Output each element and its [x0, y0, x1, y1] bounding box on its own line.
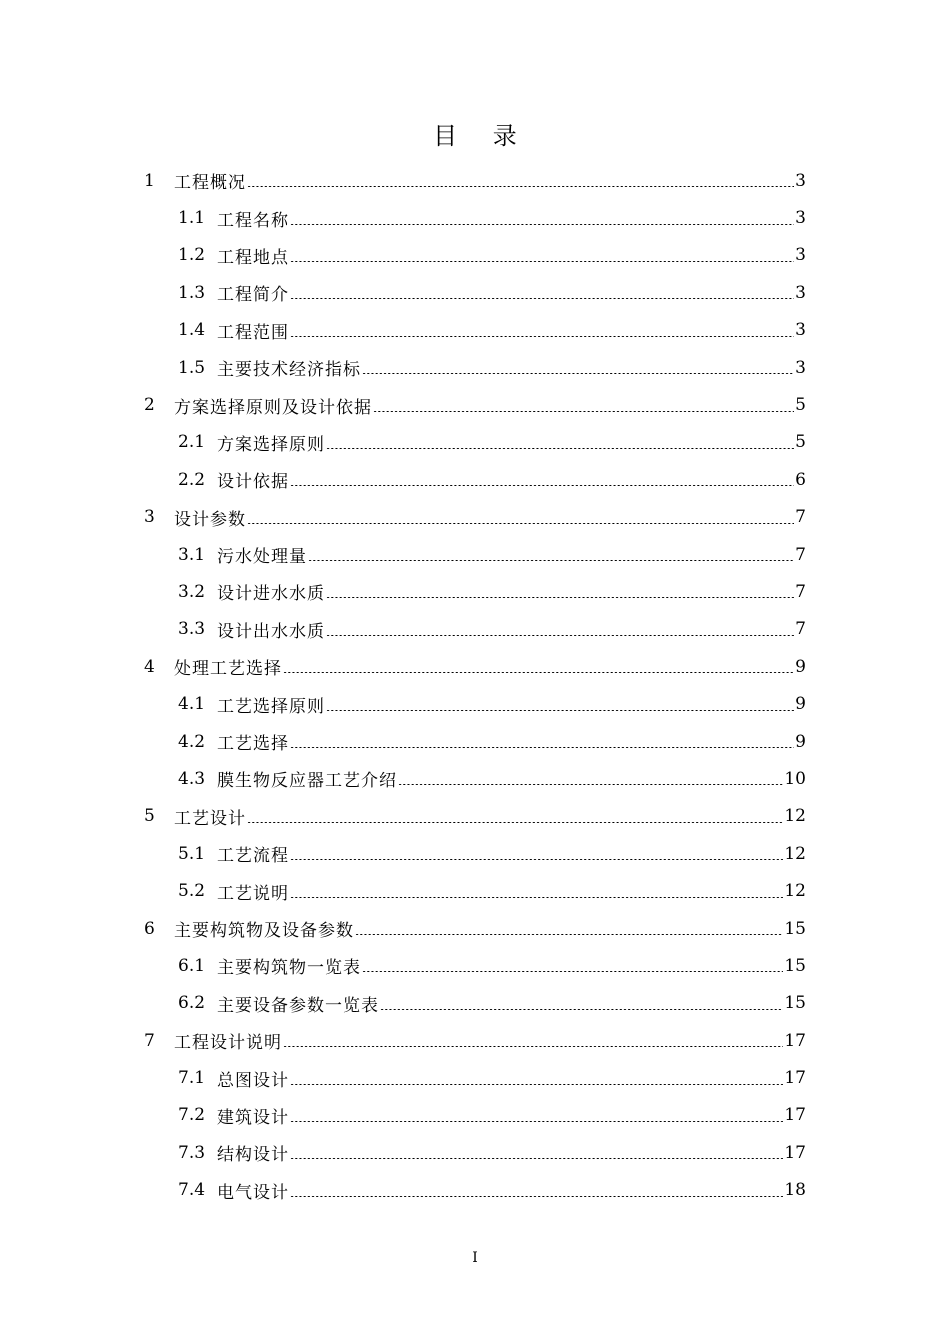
- toc-entry[interactable]: [0, 798, 950, 835]
- toc-entry[interactable]: [0, 162, 950, 199]
- toc-entry-number: 7: [144, 1030, 155, 1051]
- toc-entry-title: 方案选择原则: [217, 434, 325, 455]
- toc-entry[interactable]: [0, 1172, 950, 1209]
- toc-entry-number: 7.3: [178, 1142, 206, 1163]
- toc-entry-number: 3.1: [178, 544, 206, 565]
- toc-entry-page: 17: [784, 1030, 806, 1051]
- toc-entry-title: 工艺说明: [217, 883, 289, 904]
- toc-entry-number: 1.1: [178, 208, 206, 229]
- toc-entry[interactable]: [0, 573, 950, 610]
- toc-dot-leader: [380, 1009, 783, 1010]
- toc-entry-number: 5: [144, 806, 155, 827]
- toc-entry-title: 主要技术经济指标: [217, 360, 361, 381]
- toc-entry-number: 2: [144, 395, 155, 416]
- toc-dot-leader: [283, 672, 794, 673]
- toc-entry-page: 12: [784, 806, 806, 827]
- toc-entry-page: 9: [795, 656, 806, 677]
- toc-entry-number: 3: [144, 507, 155, 528]
- toc-entry-number: 7.1: [178, 1068, 206, 1089]
- toc-dot-leader: [326, 597, 794, 598]
- table-of-contents: [0, 162, 950, 1209]
- toc-entry[interactable]: [0, 349, 950, 386]
- toc-entry-number: 7.2: [178, 1105, 206, 1126]
- toc-entry[interactable]: [0, 237, 950, 274]
- toc-entry-page: 3: [795, 282, 806, 303]
- toc-dot-leader: [290, 261, 794, 262]
- toc-entry-title: 膜生物反应器工艺介绍: [217, 771, 397, 792]
- toc-entry-page: 6: [795, 469, 806, 490]
- toc-entry-title: 设计参数: [174, 509, 246, 530]
- toc-entry[interactable]: [0, 611, 950, 648]
- toc-entry[interactable]: [0, 1097, 950, 1134]
- toc-entry-number: 5.2: [178, 881, 206, 902]
- toc-entry-title: 结构设计: [217, 1145, 289, 1166]
- toc-entry-number: 7.4: [178, 1180, 206, 1201]
- toc-entry-title: 主要构筑物及设备参数: [174, 921, 354, 941]
- toc-entry-number: 4: [144, 656, 155, 677]
- toc-entry-number: 2.2: [178, 469, 206, 490]
- toc-entry-title: 工程地点: [217, 247, 289, 268]
- toc-entry-page: 7: [795, 619, 806, 640]
- toc-entry-number: 1.2: [178, 245, 206, 266]
- toc-dot-leader: [290, 485, 794, 486]
- toc-entry-page: 17: [784, 1142, 806, 1163]
- toc-entry[interactable]: [0, 910, 950, 947]
- toc-entry-number: 5.1: [178, 843, 206, 864]
- page-number: I: [472, 1250, 478, 1266]
- toc-dot-leader: [290, 1196, 783, 1197]
- toc-entry-title: 污水处理量: [217, 547, 307, 568]
- toc-dot-leader: [308, 560, 794, 561]
- toc-entry-number: 6.2: [178, 993, 206, 1014]
- toc-entry[interactable]: [0, 872, 950, 909]
- page-title: 目 录: [433, 122, 531, 150]
- toc-dot-leader: [373, 411, 794, 412]
- toc-entry-title: 电气设计: [217, 1182, 289, 1203]
- toc-entry-number: 1.4: [178, 320, 206, 341]
- toc-entry-page: 17: [784, 1068, 806, 1089]
- toc-entry[interactable]: [0, 499, 950, 536]
- toc-dot-leader: [247, 822, 783, 823]
- toc-dot-leader: [290, 298, 794, 299]
- toc-dot-leader: [355, 934, 783, 935]
- toc-entry-page: 3: [795, 357, 806, 378]
- toc-entry-title: 工艺流程: [217, 846, 289, 867]
- toc-entry-number: 3.3: [178, 619, 206, 640]
- toc-entry-number: 6.1: [178, 955, 206, 976]
- toc-entry[interactable]: [0, 648, 950, 685]
- toc-dot-leader: [290, 897, 783, 898]
- toc-entry-title: 主要设备参数一览表: [217, 995, 379, 1016]
- toc-entry[interactable]: [0, 461, 950, 498]
- toc-entry-page: 9: [795, 731, 806, 752]
- toc-entry-title: 工艺设计: [174, 808, 246, 829]
- toc-entry[interactable]: [0, 312, 950, 349]
- toc-entry[interactable]: [0, 985, 950, 1022]
- toc-entry[interactable]: [0, 685, 950, 722]
- toc-entry-title: 主要构筑物一览表: [217, 958, 361, 979]
- toc-entry-title: 工程设计说明: [174, 1033, 282, 1054]
- toc-entry[interactable]: [0, 1134, 950, 1171]
- toc-entry-page: 5: [795, 432, 806, 453]
- toc-dot-leader: [290, 224, 794, 225]
- toc-dot-leader: [326, 448, 794, 449]
- toc-dot-leader: [326, 710, 794, 711]
- toc-entry-page: 12: [784, 881, 806, 902]
- toc-entry-page: 15: [784, 955, 806, 976]
- toc-entry-title: 建筑设计: [217, 1107, 289, 1128]
- toc-entry-title: 处理工艺选择: [174, 659, 282, 680]
- toc-entry-page: 15: [784, 918, 806, 939]
- toc-entry-page: 3: [795, 208, 806, 229]
- toc-entry-number: 4.3: [178, 768, 206, 789]
- toc-dot-leader: [283, 1046, 783, 1047]
- toc-entry[interactable]: [0, 1022, 950, 1059]
- toc-entry[interactable]: [0, 760, 950, 797]
- toc-entry-title: 总图设计: [217, 1070, 289, 1091]
- toc-entry-page: 18: [784, 1180, 806, 1201]
- toc-dot-leader: [362, 373, 794, 374]
- toc-entry-title: 工程简介: [217, 285, 289, 306]
- toc-entry[interactable]: [0, 1059, 950, 1096]
- toc-dot-leader: [290, 859, 783, 860]
- toc-entry-page: 12: [784, 843, 806, 864]
- toc-entry-title: 工艺选择原则: [217, 696, 325, 717]
- toc-dot-leader: [362, 971, 783, 972]
- toc-entry-title: 设计出水水质: [217, 621, 325, 642]
- toc-dot-leader: [398, 784, 783, 785]
- toc-entry-page: 15: [784, 993, 806, 1014]
- toc-entry-page: 7: [795, 581, 806, 602]
- toc-entry-title: 工程范围: [217, 322, 289, 343]
- toc-entry-title: 方案选择原则及设计依据: [174, 397, 372, 418]
- toc-entry-page: 7: [795, 507, 806, 528]
- toc-dot-leader: [290, 747, 794, 748]
- toc-entry-page: 7: [795, 544, 806, 565]
- toc-entry[interactable]: [0, 947, 950, 984]
- toc-entry[interactable]: [0, 835, 950, 872]
- toc-entry-page: 10: [784, 768, 806, 789]
- toc-entry-title: 工艺选择: [217, 734, 289, 755]
- toc-entry-number: 3.2: [178, 581, 206, 602]
- toc-entry[interactable]: [0, 386, 950, 423]
- toc-entry[interactable]: [0, 723, 950, 760]
- toc-entry-page: 17: [784, 1105, 806, 1126]
- toc-entry-title: 工程名称: [217, 210, 289, 231]
- toc-entry-number: 4.2: [178, 731, 206, 752]
- toc-entry-number: 1: [144, 170, 155, 191]
- toc-dot-leader: [290, 1121, 783, 1122]
- toc-entry-page: 3: [795, 245, 806, 266]
- toc-entry-title: 设计进水水质: [217, 584, 325, 605]
- toc-entry[interactable]: [0, 536, 950, 573]
- toc-entry-page: 9: [795, 694, 806, 715]
- toc-dot-leader: [247, 523, 794, 524]
- toc-entry-number: 4.1: [178, 694, 206, 715]
- toc-entry-page: 3: [795, 320, 806, 341]
- toc-entry-number: 1.5: [178, 357, 206, 378]
- toc-entry[interactable]: [0, 199, 950, 236]
- toc-entry-number: 6: [144, 918, 155, 939]
- toc-entry[interactable]: [0, 424, 950, 461]
- toc-entry-page: 3: [795, 170, 806, 191]
- toc-entry-title: 设计依据: [217, 472, 289, 493]
- toc-dot-leader: [290, 1084, 783, 1085]
- toc-dot-leader: [247, 186, 794, 187]
- toc-entry-number: 2.1: [178, 432, 206, 453]
- toc-entry[interactable]: [0, 274, 950, 311]
- toc-dot-leader: [290, 1158, 783, 1159]
- toc-entry-page: 5: [795, 395, 806, 416]
- toc-dot-leader: [326, 635, 794, 636]
- toc-entry-title: 工程概况: [174, 173, 246, 194]
- toc-dot-leader: [290, 336, 794, 337]
- toc-entry-number: 1.3: [178, 282, 206, 303]
